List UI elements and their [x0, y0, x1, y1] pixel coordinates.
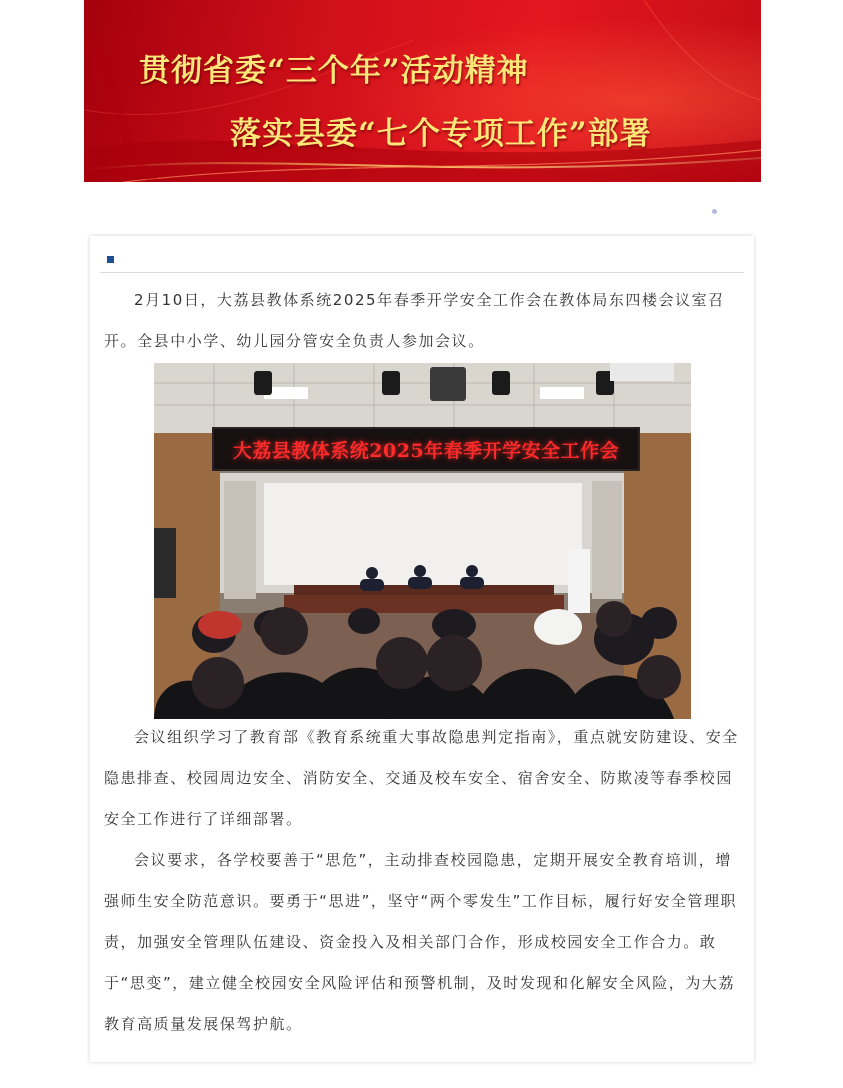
section-marker-icon [107, 256, 114, 263]
banner-title-line-2: 落实县委“七个专项工作”部署 [230, 116, 652, 152]
meeting-photo-illustration [154, 363, 691, 719]
article-card [90, 236, 754, 1062]
section-header [100, 250, 744, 273]
header-banner [84, 0, 761, 182]
banner-title-line-1: 贯彻省委“三个年”活动精神 [139, 53, 529, 89]
article-paragraph-2: 会议组织学习了教育部《教育系统重大事故隐患判定指南》，重点就安防建设、安全隐患排查、校园周边安全、消防安全、交通及校车安全、宿舍安全、防欺凌等春季校园安全工作进行了详细部署。 [104, 728, 739, 828]
article-paragraph-3: 会议要求，各学校要善于“思危”，主动排查校园隐患，定期开展安全教育培训，增强师生安全防范意识。要勇于“思进”，坚守“两个零发生”工作目标，履行好安全管理职责，加强安全管理队伍建设、资金投入及相关部门合作，形成校园安全工作合力。敢于“思变”，建立健全校园安全风险评估和预警机制，及时发现和化解安全风险，为大荔教育高质量发展保驾护航。 [104, 851, 738, 1033]
article-paragraph-1: 2月10日，大荔县教体系统2025年春季开学安全工作会在教体局东四楼会议室召开。全县中小学、幼儿园分管安全负责人参加会议。 [104, 291, 725, 350]
meeting-photo [154, 363, 691, 719]
banner-swoosh-decoration [84, 0, 761, 182]
led-banner-sign [212, 427, 640, 471]
led-banner-text: 大荔县教体系统2025年春季开学安全工作会 [232, 439, 620, 462]
decorative-dot [712, 209, 717, 214]
